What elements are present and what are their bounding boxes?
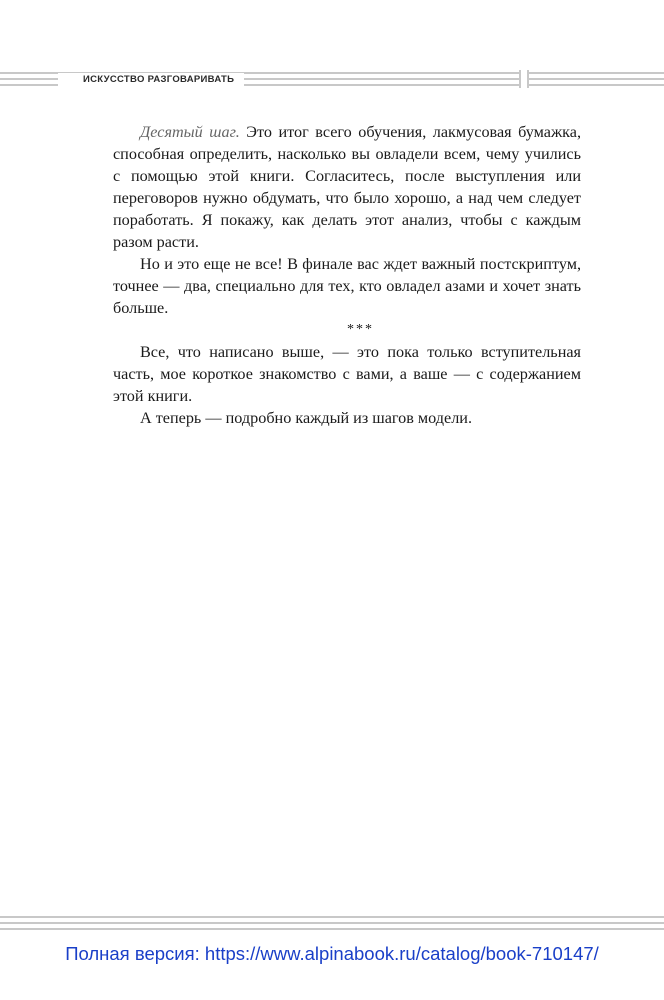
paragraph-postscript: Но и это еще не все! В финале вас ждет важный постскриптум, точнее — два, специально для тех, кто овладел азами и хочет знать больше. — [113, 255, 581, 317]
step-ten-text: Это итог всего обучения, лакмусовая бумажка, способная определить, насколько вы овладели всем, чему учились с помощью этой книги. Согласитесь, после выступления или переговоров нужно обдумать, что было хорошо, а над чем следует поработать. Я покажу, как делать этот анализ, чтобы с каждым разом расти. — [113, 123, 581, 251]
paragraph-next: А теперь — подробно каждый из шагов модели. — [140, 409, 473, 427]
footer-band — [0, 914, 664, 934]
footer-rule — [0, 922, 664, 924]
page-body — [113, 121, 581, 429]
running-title: ИСКУССТВО РАЗГОВАРИВАТЬ — [58, 73, 244, 87]
step-ten-lead: Десятый шаг. — [140, 123, 240, 141]
header-ornament — [519, 70, 529, 88]
section-separator: *** — [347, 322, 374, 337]
paragraph-step-ten — [113, 121, 581, 253]
footer-rule — [0, 916, 664, 918]
footer-rule — [0, 928, 664, 930]
paragraph-intro-summary: Все, что написано выше, — это пока только вступительная часть, мое короткое знакомство с вами, а ваше — с содержанием этой книги. — [113, 343, 581, 405]
header-band — [0, 70, 664, 90]
full-version-link[interactable]: Полная версия: https://www.alpinabook.ru/catalog/book-710147/ — [65, 943, 599, 964]
